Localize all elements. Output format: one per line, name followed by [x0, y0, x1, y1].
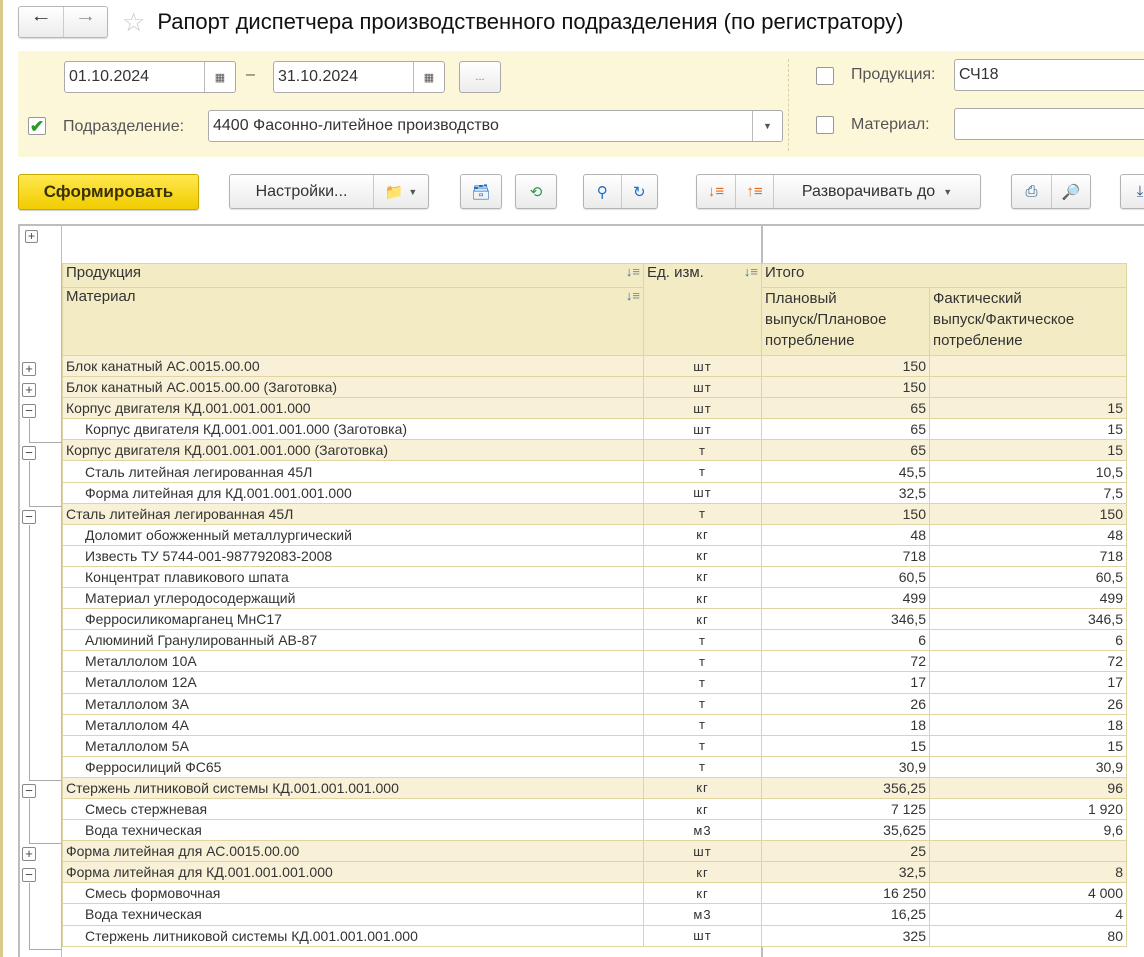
cell-name: Сталь литейная легированная 45Л	[63, 461, 644, 482]
cell-unit: шт	[644, 482, 762, 503]
cell-name: Форма литейная для КД.001.001.001.000	[63, 862, 644, 883]
cell-fact: 15	[930, 419, 1127, 440]
cell-fact: 4	[930, 904, 1127, 925]
expand-group	[696, 174, 981, 209]
cell-plan: 25	[762, 841, 930, 862]
page-title: Рапорт диспетчера производственного подразделения (по регистратору)	[157, 9, 904, 34]
material-checkbox[interactable]	[816, 116, 834, 134]
cell-unit: т	[644, 651, 762, 672]
cell-fact	[930, 841, 1127, 862]
settings-group	[229, 174, 429, 209]
cell-fact: 6	[930, 630, 1127, 651]
cell-unit: кг	[644, 545, 762, 566]
table-row-group[interactable]	[63, 862, 1127, 883]
table-row[interactable]	[63, 798, 1127, 819]
cell-name: Металлолом 3А	[63, 693, 644, 714]
division-checkbox[interactable]	[28, 117, 46, 135]
cell-plan: 150	[762, 377, 930, 398]
table-row[interactable]	[63, 419, 1127, 440]
tree-connector	[29, 883, 30, 948]
cell-fact: 4 000	[930, 883, 1127, 904]
tree-connector	[29, 419, 30, 442]
report-table	[62, 263, 1127, 947]
cell-name: Концентрат плавикового шпата	[63, 566, 644, 587]
collapse-icon[interactable]: −	[22, 510, 36, 524]
calendar-icon[interactable]: ▦	[413, 62, 444, 92]
cell-unit: шт	[644, 841, 762, 862]
table-row[interactable]	[63, 630, 1127, 651]
cell-fact: 10,5	[930, 461, 1127, 482]
left-edge-bar	[0, 0, 3, 957]
cell-name: Стержень литниковой системы КД.001.001.001.000	[63, 925, 644, 946]
cell-name: Металлолом 12А	[63, 672, 644, 693]
load-settings-icon: ⟲	[529, 183, 543, 201]
sort-icon[interactable]: ↓≡	[743, 264, 758, 279]
tree-connector	[29, 949, 61, 950]
tree-connector	[29, 780, 61, 781]
table-row[interactable]	[63, 588, 1127, 609]
cell-unit: кг	[644, 883, 762, 904]
period-select-button[interactable]: ...	[459, 61, 501, 93]
cell-unit: м3	[644, 904, 762, 925]
collapse-all-button[interactable]	[735, 175, 773, 208]
forward-button[interactable]	[63, 7, 107, 37]
print-group	[1011, 174, 1091, 209]
filter-divider	[788, 59, 789, 151]
cell-plan: 150	[762, 356, 930, 377]
table-row[interactable]	[63, 883, 1127, 904]
table-row[interactable]	[63, 672, 1127, 693]
cell-fact: 9,6	[930, 820, 1127, 841]
cell-name: Металлолом 5А	[63, 735, 644, 756]
download-icon: ⤓	[1136, 183, 1144, 200]
table-row[interactable]	[63, 545, 1127, 566]
table-row-group[interactable]	[63, 777, 1127, 798]
table-row[interactable]	[63, 566, 1127, 587]
cell-plan: 72	[762, 651, 930, 672]
cell-name: Металлолом 4А	[63, 714, 644, 735]
tree-connector	[29, 442, 61, 443]
table-row-group[interactable]	[63, 398, 1127, 419]
cell-name: Доломит обожженный металлургический	[63, 524, 644, 545]
product-field[interactable]	[954, 59, 1144, 91]
cell-unit: шт	[644, 419, 762, 440]
cell-unit: кг	[644, 609, 762, 630]
page-header	[18, 4, 903, 40]
sort-icon[interactable]: ↓≡	[625, 288, 640, 303]
cell-name: Корпус двигателя КД.001.001.001.000 (Заготовка)	[63, 440, 644, 461]
cell-plan: 16 250	[762, 883, 930, 904]
tree-connector	[29, 843, 61, 844]
table-row[interactable]	[63, 714, 1127, 735]
cell-name: Ферросилиций ФС65	[63, 756, 644, 777]
column-header-product[interactable]: Продукция ↓≡	[63, 264, 644, 288]
cell-fact: 15	[930, 398, 1127, 419]
cell-fact: 1 920	[930, 798, 1127, 819]
variants-icon: 📁	[384, 183, 404, 201]
table-row[interactable]	[63, 693, 1127, 714]
table-row[interactable]	[63, 461, 1127, 482]
cell-fact: 346,5	[930, 609, 1127, 630]
cell-fact: 718	[930, 545, 1127, 566]
cell-plan: 45,5	[762, 461, 930, 482]
cell-unit: кг	[644, 524, 762, 545]
load-settings-button[interactable]	[515, 174, 557, 209]
collapse-icon[interactable]: −	[22, 446, 36, 460]
expand-icon[interactable]: +	[22, 847, 36, 861]
preview-icon: 🔎	[1061, 183, 1081, 201]
table-row[interactable]	[63, 756, 1127, 777]
expand-all-icon: ↓≡	[707, 183, 725, 200]
collapse-icon[interactable]: −	[22, 404, 36, 418]
column-header-material[interactable]: Материал ↓≡	[63, 288, 644, 356]
variants-button[interactable]	[373, 175, 428, 208]
column-header-total: Итого	[762, 264, 1127, 288]
download-button[interactable]	[1120, 174, 1144, 209]
cell-name: Вода техническая	[63, 904, 644, 925]
expand-icon[interactable]: +	[22, 383, 36, 397]
division-label: Подразделение:	[63, 118, 185, 135]
date-separator: –	[246, 66, 255, 83]
cell-plan: 32,5	[762, 482, 930, 503]
cell-fact: 30,9	[930, 756, 1127, 777]
cell-plan: 356,25	[762, 777, 930, 798]
cell-unit: кг	[644, 777, 762, 798]
cell-plan: 325	[762, 925, 930, 946]
nav-buttons	[18, 6, 108, 38]
date-from-value: 01.10.2024	[69, 68, 150, 85]
table-row[interactable]	[63, 904, 1127, 925]
cell-fact: 499	[930, 588, 1127, 609]
cell-fact	[930, 356, 1127, 377]
material-field[interactable]	[954, 108, 1144, 140]
cell-fact: 7,5	[930, 482, 1127, 503]
save-settings-icon: 🗃	[471, 183, 491, 201]
cell-plan: 26	[762, 693, 930, 714]
table-row[interactable]	[63, 609, 1127, 630]
cell-name: Корпус двигателя КД.001.001.001.000	[63, 398, 644, 419]
cell-fact: 8	[930, 862, 1127, 883]
chevron-down-icon[interactable]: ▼	[752, 111, 782, 141]
date-to-field[interactable]	[273, 61, 445, 93]
cell-name: Известь ТУ 5744-001-987792083-2008	[63, 545, 644, 566]
cell-name: Блок канатный АС.0015.00.00	[63, 356, 644, 377]
division-select[interactable]	[208, 110, 783, 142]
expand-to-dropdown[interactable]	[773, 175, 980, 208]
date-to-value: 31.10.2024	[278, 68, 359, 85]
cell-plan: 30,9	[762, 756, 930, 777]
cell-name: Блок канатный АС.0015.00.00 (Заготовка)	[63, 377, 644, 398]
cell-unit: т	[644, 672, 762, 693]
search-next-icon: ↻	[632, 183, 646, 201]
generate-button[interactable]: Сформировать	[18, 174, 199, 210]
table-row-group[interactable]	[63, 356, 1127, 377]
cell-fact	[930, 377, 1127, 398]
table-row[interactable]	[63, 524, 1127, 545]
calendar-icon[interactable]: ▦	[204, 62, 235, 92]
tree-connector	[29, 506, 61, 507]
cell-unit: т	[644, 714, 762, 735]
cell-plan: 35,625	[762, 820, 930, 841]
cell-name: Корпус двигателя КД.001.001.001.000 (Заготовка)	[63, 419, 644, 440]
cell-plan: 60,5	[762, 566, 930, 587]
search-button[interactable]	[584, 175, 621, 208]
cell-fact: 17	[930, 672, 1127, 693]
column-header-unit[interactable]: Ед. изм. ↓≡	[644, 264, 762, 356]
cell-unit: кг	[644, 798, 762, 819]
print-icon: ⎙	[1025, 183, 1038, 200]
cell-fact: 15	[930, 440, 1127, 461]
cell-unit: м3	[644, 820, 762, 841]
cell-name: Материал углеродосодержащий	[63, 588, 644, 609]
settings-button[interactable]: Настройки...	[255, 182, 348, 200]
table-row-group[interactable]	[63, 841, 1127, 862]
cell-name: Смесь формовочная	[63, 883, 644, 904]
tree-connector	[29, 525, 30, 780]
cell-plan: 15	[762, 735, 930, 756]
column-header-fact: Фактический выпуск/Фактическое потребление	[930, 288, 1127, 356]
print-button[interactable]	[1012, 175, 1051, 208]
material-label: Материал:	[851, 116, 930, 133]
cell-unit: т	[644, 461, 762, 482]
cell-fact: 26	[930, 693, 1127, 714]
cell-unit: шт	[644, 925, 762, 946]
arrow-right-icon: 🠂	[78, 9, 93, 29]
cell-name: Сталь литейная легированная 45Л	[63, 503, 644, 524]
tree-connector	[29, 799, 30, 843]
cell-plan: 346,5	[762, 609, 930, 630]
cell-unit: т	[644, 630, 762, 651]
division-value: 4400 Фасонно-литейное производство	[213, 117, 499, 134]
collapse-icon[interactable]: −	[22, 868, 36, 882]
cell-plan: 17	[762, 672, 930, 693]
cell-unit: т	[644, 693, 762, 714]
table-row-group[interactable]	[63, 440, 1127, 461]
header-row	[63, 288, 1127, 356]
column-header-plan: Плановый выпуск/Плановое потребление	[762, 288, 930, 356]
expand-all-button[interactable]	[697, 175, 735, 208]
cell-plan: 65	[762, 398, 930, 419]
sort-icon[interactable]: ↓≡	[625, 264, 640, 279]
cell-fact: 60,5	[930, 566, 1127, 587]
star-icon[interactable]: ☆	[122, 6, 146, 37]
tree-connector	[29, 461, 30, 505]
product-checkbox[interactable]	[816, 67, 834, 85]
search-icon: ⚲	[596, 183, 608, 201]
save-settings-button[interactable]	[460, 174, 502, 209]
back-button[interactable]	[19, 7, 63, 37]
cell-name: Форма литейная для КД.001.001.001.000	[63, 482, 644, 503]
cell-unit: т	[644, 735, 762, 756]
cell-unit: т	[644, 756, 762, 777]
arrow-left-icon: 🠀	[33, 9, 49, 29]
expand-all-groups-toggle[interactable]: +	[25, 230, 38, 243]
cell-plan: 32,5	[762, 862, 930, 883]
cell-fact: 150	[930, 503, 1127, 524]
product-label: Продукция:	[851, 66, 936, 83]
header-row	[63, 264, 1127, 288]
table-row[interactable]	[63, 735, 1127, 756]
cell-plan: 65	[762, 440, 930, 461]
cell-plan: 48	[762, 524, 930, 545]
cell-unit: т	[644, 503, 762, 524]
cell-name: Алюминий Гранулированный АВ-87	[63, 630, 644, 651]
cell-plan: 16,25	[762, 904, 930, 925]
cell-plan: 718	[762, 545, 930, 566]
table-row[interactable]	[63, 925, 1127, 946]
table-row[interactable]	[63, 820, 1127, 841]
cell-plan: 65	[762, 419, 930, 440]
cell-unit: кг	[644, 566, 762, 587]
cell-unit: кг	[644, 862, 762, 883]
cell-fact: 96	[930, 777, 1127, 798]
table-row[interactable]	[63, 482, 1127, 503]
cell-unit: т	[644, 440, 762, 461]
checkmark-icon: ✔	[29, 116, 45, 136]
chevron-down-icon: ▼	[943, 186, 953, 197]
cell-name: Форма литейная для АС.0015.00.00	[63, 841, 644, 862]
expand-icon[interactable]: +	[22, 362, 36, 376]
chevron-down-icon: ▼	[408, 186, 418, 197]
preview-button[interactable]	[1051, 175, 1090, 208]
cell-plan: 18	[762, 714, 930, 735]
cell-fact: 72	[930, 651, 1127, 672]
report-grid[interactable]	[18, 224, 1144, 957]
cell-plan: 499	[762, 588, 930, 609]
cell-unit: кг	[644, 588, 762, 609]
cell-unit: шт	[644, 377, 762, 398]
table-row-group[interactable]	[63, 503, 1127, 524]
date-from-field[interactable]	[64, 61, 236, 93]
expand-to-label: Разворачивать до	[801, 182, 936, 200]
cell-name: Металлолом 10А	[63, 651, 644, 672]
table-row-group[interactable]	[63, 377, 1127, 398]
filter-panel	[18, 51, 1144, 157]
cell-name: Смесь стержневая	[63, 798, 644, 819]
cell-name: Вода техническая	[63, 820, 644, 841]
collapse-all-icon: ↑≡	[746, 183, 763, 200]
product-value: СЧ18	[959, 66, 999, 83]
table-row[interactable]	[63, 651, 1127, 672]
cell-plan: 7 125	[762, 798, 930, 819]
cell-fact: 48	[930, 524, 1127, 545]
cell-name: Стержень литниковой системы КД.001.001.001.000	[63, 777, 644, 798]
cell-fact: 80	[930, 925, 1127, 946]
cell-unit: шт	[644, 398, 762, 419]
cell-fact: 15	[930, 735, 1127, 756]
cell-name: Ферросиликомарганец МнС17	[63, 609, 644, 630]
cell-plan: 150	[762, 503, 930, 524]
collapse-icon[interactable]: −	[22, 784, 36, 798]
cell-unit: шт	[644, 356, 762, 377]
search-next-button[interactable]	[621, 175, 658, 208]
search-group	[583, 174, 658, 209]
cell-fact: 18	[930, 714, 1127, 735]
cell-plan: 6	[762, 630, 930, 651]
